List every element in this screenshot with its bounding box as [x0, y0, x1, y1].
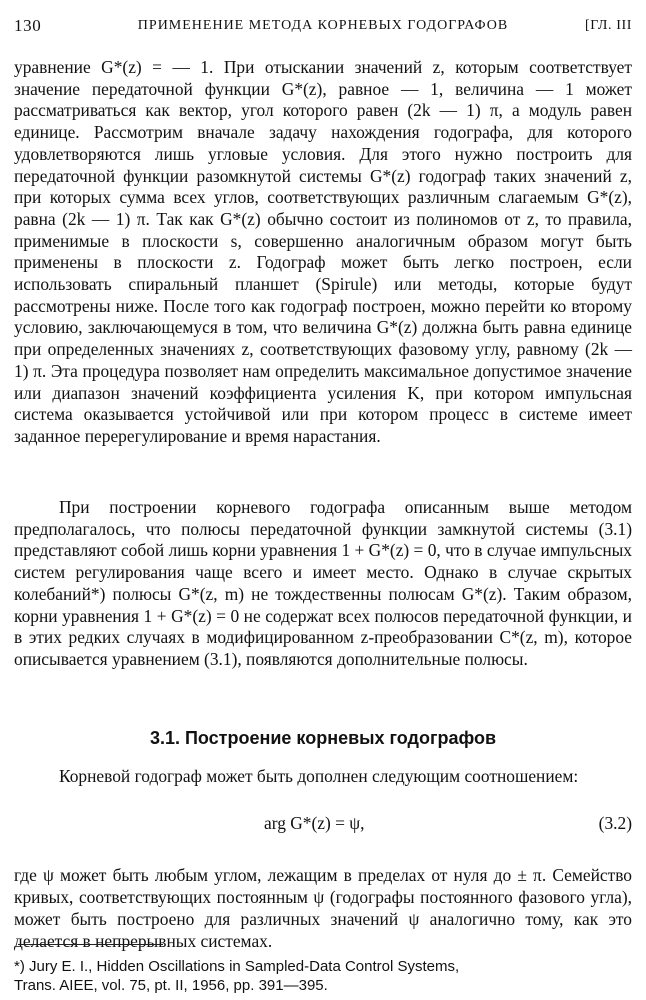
paragraph-section-intro [14, 766, 632, 788]
equation-expression: arg G*(z) = ψ, [264, 813, 365, 833]
equation-number: (3.2) [598, 813, 632, 833]
footnote-divider [18, 944, 163, 945]
footnote [14, 957, 632, 995]
paragraph-text: уравнение G*(z) = — 1. При отыскании значений z, которым соответствует значение передаточной функции G*(z), равное — 1, величина — 1 может рассматриваться как вектор, угол которого равен (2k — 1) π, а модуль равен единице. Рассмотрим вначале задачу нахождения годографа, для которого удовлетворяются лишь угловые условия. Для этого нужно построить для передаточной функции разомкнутой системы G*(z) годограф таких значений z, при которых сумма всех углов, соответствующих различным слагаемым G*(z), равна (2k — 1) π. Так как G*(z) обычно состоит из полиномов от z, то правила, применимые в плоскости s, совершенно аналогичным образом могут быть применены в плоскости z. Годограф может быть легко построен, если использовать спиральный планшет (Spirule) или методы, которые будут рассмотрены ниже. После того как годограф построен, можно перейти ко второму условию, заключающемуся в том, что величина G*(z) должна быть равна единице при определенных значениях z, соответствующих фазовому углу, равному (2k — 1) π. Эта процедура позволяет нам определить максимальное допустимое значение или диапазон значений коэффициента усиления K, при котором импульсная система оказывается устойчивой или при котором процесс в системе имеет заданное перерегулирование и время нарастания. [14, 57, 632, 446]
paragraph-text: Корневой годограф может быть дополнен следующим соотношением: [59, 766, 579, 786]
paragraph-intro [14, 57, 632, 448]
paragraph-psi [14, 848, 632, 970]
running-title: ПРИМЕНЕНИЕ МЕТОДА КОРНЕВЫХ ГОДОГРАФОВ [137, 18, 509, 33]
chapter-label: [ГЛ. III [585, 18, 632, 33]
paragraph-text: где ψ может быть любым углом, лежащим в пределах от нуля до ± π. Семейство кривых, соответствующих постоянным ψ (годографы постоянного фазового угла), может быть построено для различных значений ψ аналогично тому, как это делается в непрерывных системах. [14, 865, 632, 951]
page-number: 130 [14, 16, 42, 35]
paragraph-text: При построении корневого годографа описанным выше методом предполагалось, что полюсы передаточной функции замкнутой системы (3.1) представляют собой лишь корни уравнения 1 + G*(z) = 0, что в случае импульсных систем регулирования чаще всего и имеет место. Однако в случае скрытых колебаний*) полюсы G*(z, m) не тождественны полюсам G*(z). Таким образом, корни уравнения 1 + G*(z) = 0 не содержат всех полюсов передаточной функции, и в этих редких случаях в модифицированном z-преобразовании C*(z, m), которое описывается уравнением (3.1), появляются дополнительные полюсы. [14, 497, 633, 669]
equation-3-2 [14, 813, 632, 835]
footnote-line: Trans. AIEE, vol. 75, pt. II, 1956, pp. 391—395. [14, 977, 328, 994]
section-title: 3.1. Построение корневых годографов [149, 728, 497, 748]
page-header [14, 16, 632, 42]
footnote-line: *) Jury E. I., Hidden Oscillations in Sampled-Data Control Systems, [14, 958, 460, 975]
paragraph-hidden-oscillations [14, 497, 632, 671]
